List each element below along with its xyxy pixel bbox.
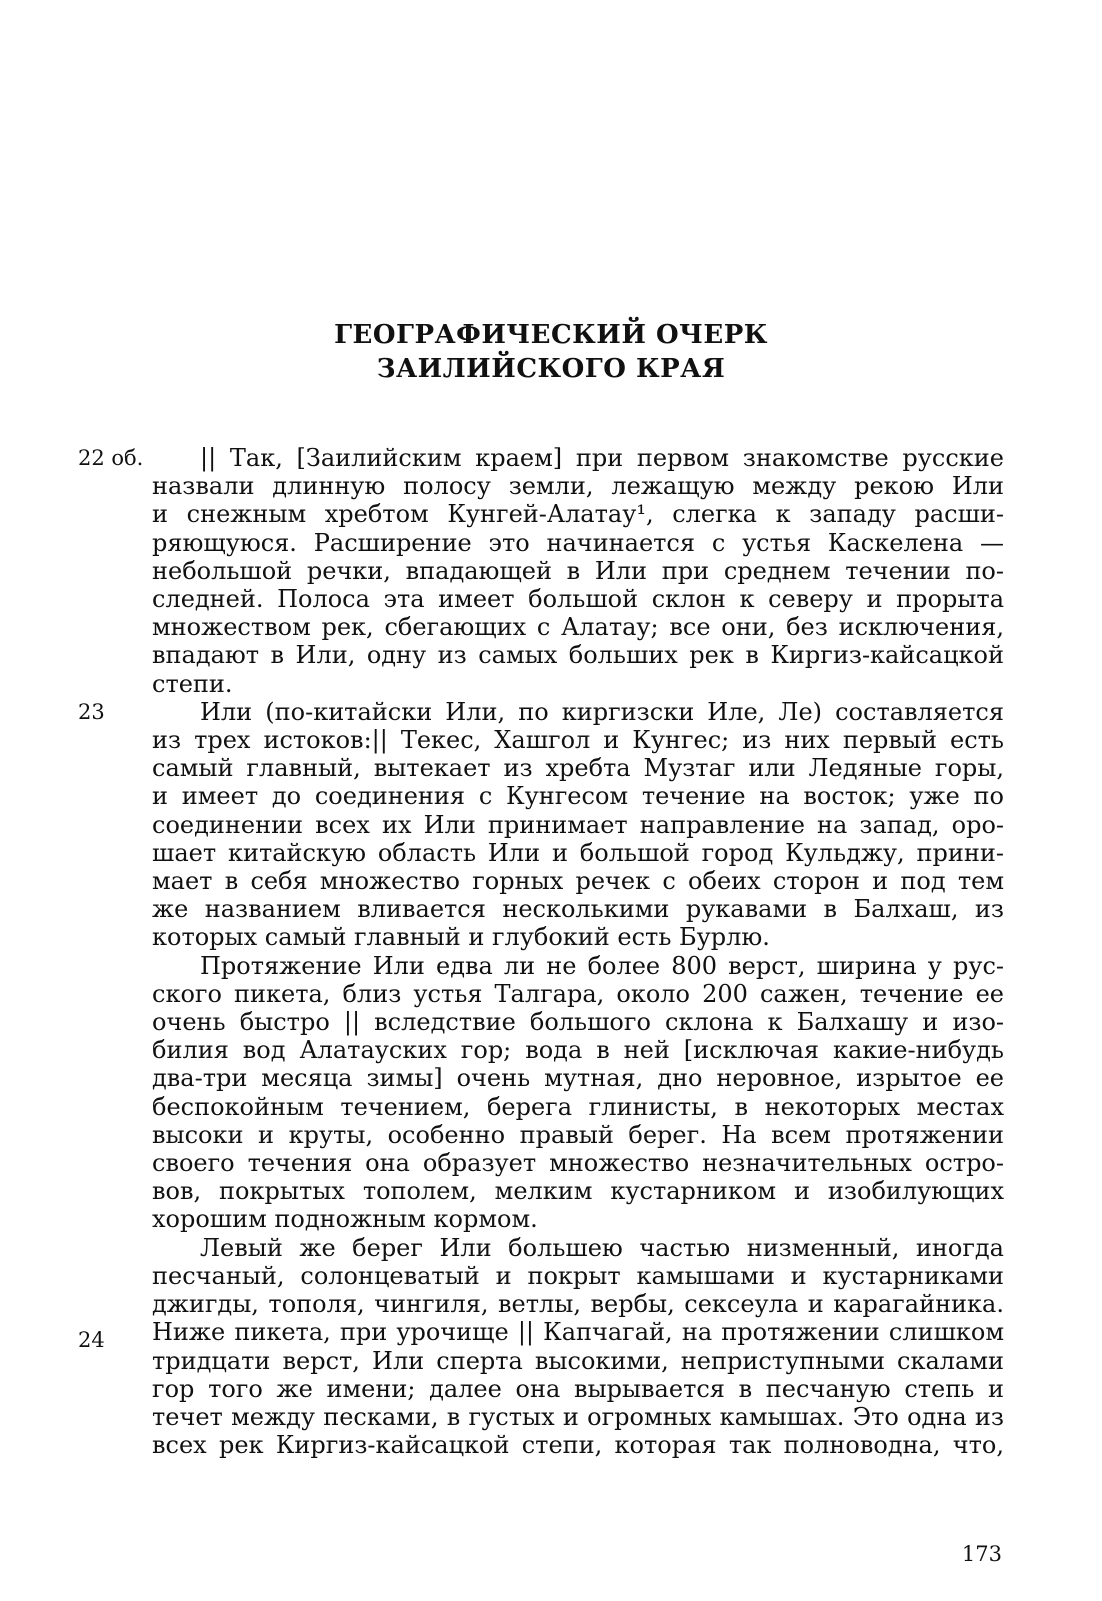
margin-folio-24: 24	[78, 1328, 105, 1352]
text-line: ряющуюся. Расширение это начинается с устья Каскелена —	[152, 528, 1004, 557]
text-line: впадают в Или, одну из самых больших рек в Киргиз-кайсацкой	[152, 641, 1004, 670]
chapter-title	[0, 318, 1102, 386]
text-line: соединении всех их Или принимает направление на запад, оро-	[152, 810, 1004, 839]
text-line: мает в себя множество горных речек с обеих сторон и под тем	[152, 867, 1004, 896]
margin-folio-22ob: 22 об.	[78, 446, 144, 470]
text-line: из трех истоков:|| Текес, Хашгол и Кунгес; из них первый есть	[152, 726, 1004, 755]
text-line: беспокойным течением, берега глинисты, в некоторых местах	[152, 1092, 1004, 1121]
text-line: песчаный, солонцеватый и покрыт камышами и кустарниками	[152, 1261, 1004, 1290]
text-line: два-три месяца зимы] очень мутная, дно неровное, изрытое ее	[152, 1064, 1004, 1093]
text-line: небольшой речки, впадающей в Или при среднем течении по-	[152, 556, 1004, 585]
margin-folio-23: 23	[78, 700, 105, 724]
text-line: самый главный, вытекает из хребта Музтаг или Ледяные горы,	[152, 754, 1004, 783]
text-line: и снежным хребтом Кунгей-Алатау¹, слегка к западу расши-	[152, 500, 1004, 529]
text-line: множеством рек, сбегающих с Алатау; все они, без исключения,	[152, 613, 1004, 642]
text-line: очень быстро || вследствие большого склона к Балхашу и изо-	[152, 1008, 1004, 1037]
text-line: хорошим подножным кормом.	[152, 1205, 538, 1234]
text-line: своего течения она образует множество незначительных остро-	[152, 1149, 1004, 1178]
text-line: степи.	[152, 669, 233, 698]
text-line: вов, покрытых тополем, мелким кустарником и изобилующих	[152, 1177, 1004, 1206]
text-line: джигды, тополя, чингиля, ветлы, вербы, сексеула и карагайника.	[152, 1290, 1004, 1319]
text-line: шает китайскую область Или и большой город Кульджу, прини-	[152, 838, 1004, 867]
text-line: гор того же имени; далее она вырывается в песчаную степь и	[152, 1374, 1004, 1403]
text-line: которых самый главный и глубокий есть Бурлю.	[152, 923, 770, 952]
text-line: же названием вливается несколькими рукавами в Балхаш, из	[152, 895, 1004, 924]
text-line: высоки и круты, особенно правый берег. На всем протяжении	[152, 1120, 1004, 1149]
text-line: Или (по-китайски Или, по киргизски Иле, Ле) составляется	[200, 697, 1004, 726]
text-line: течет между песками, в густых и огромных камышах. Это одна из	[152, 1402, 1004, 1431]
text-line: и имеет до соединения с Кунгесом течение на восток; уже по	[152, 782, 1004, 811]
page-number: 173	[961, 1542, 1002, 1566]
text-line: Левый же берег Или большею частью низменный, иногда	[200, 1233, 1004, 1262]
text-line: Ниже пикета, при урочище || Капчагай, на протяжении слишком	[152, 1318, 1004, 1347]
text-line: билия вод Алатауских гор; вода в ней [исключая какие-нибудь	[152, 1036, 1004, 1065]
text-line: всех рек Киргиз-кайсацкой степи, которая так полноводна, что,	[152, 1431, 1004, 1460]
text-line: Протяжение Или едва ли не более 800 верст, ширина у рус-	[200, 951, 1004, 980]
text-line: назвали длинную полосу земли, лежащую между рекою Или	[152, 472, 1004, 501]
chapter-title-line-1: ГЕОГРАФИЧЕСКИЙ ОЧЕРК	[334, 320, 768, 350]
text-line: тридцати верст, Или сперта высокими, неприступными скалами	[152, 1346, 1004, 1375]
text-line: ского пикета, близ устья Талгара, около 200 сажен, течение ее	[152, 979, 1004, 1008]
body-text	[152, 444, 1004, 1459]
chapter-title-line-2: ЗАИЛИЙСКОГО КРАЯ	[376, 354, 726, 384]
text-line: || Так, [Заилийским краем] при первом знакомстве русские	[200, 444, 1004, 472]
text-line: следней. Полоса эта имеет большой склон к северу и прорыта	[152, 585, 1004, 614]
